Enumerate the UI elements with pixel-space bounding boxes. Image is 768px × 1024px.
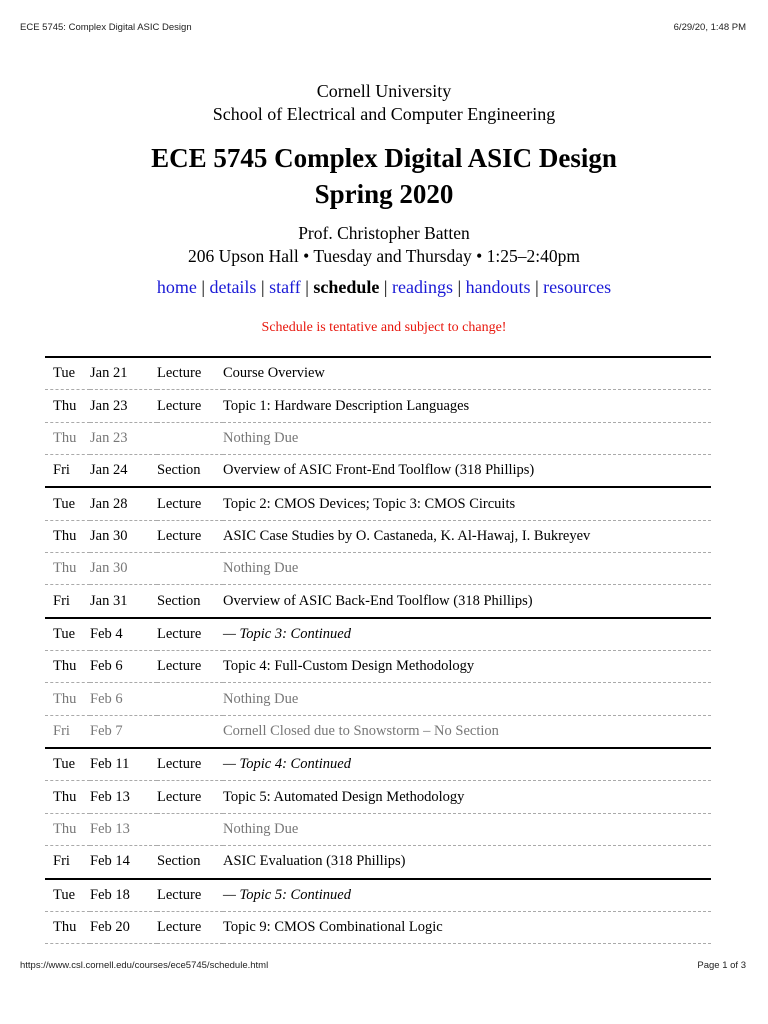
schedule-description: — Topic 5: Continued [223, 879, 711, 912]
schedule-date: Jan 30 [90, 520, 157, 552]
schedule-date: Feb 6 [90, 651, 157, 683]
schedule-type: Lecture [157, 390, 223, 422]
schedule-row [45, 715, 711, 748]
schedule-description: ASIC Evaluation (318 Phillips) [223, 846, 711, 879]
schedule-type: Lecture [157, 781, 223, 813]
schedule-date: Jan 23 [90, 390, 157, 422]
print-footer-url: https://www.csl.cornell.edu/courses/ece5745/schedule.html [20, 960, 269, 971]
schedule-row [45, 879, 711, 912]
schedule-date: Feb 4 [90, 618, 157, 651]
schedule-day: Tue [45, 879, 90, 912]
print-header-timestamp: 6/29/20, 1:48 PM [673, 22, 746, 33]
schedule-description: Nothing Due [223, 813, 711, 845]
schedule-date: Feb 6 [90, 683, 157, 715]
nav-readings-link[interactable]: readings [391, 277, 453, 297]
schedule-row [45, 683, 711, 715]
schedule-date: Feb 7 [90, 715, 157, 748]
schedule-row [45, 455, 711, 488]
schedule-date: Jan 30 [90, 553, 157, 585]
nav-separator: | [535, 277, 539, 297]
schedule-description: Nothing Due [223, 422, 711, 454]
schedule-day: Tue [45, 357, 90, 390]
schedule-row [45, 813, 711, 845]
print-header [20, 22, 746, 33]
nav-schedule-current: schedule [313, 277, 380, 297]
schedule-description: Topic 5: Automated Design Methodology [223, 781, 711, 813]
schedule-row [45, 781, 711, 813]
schedule-day: Thu [45, 813, 90, 845]
schedule-date: Jan 21 [90, 357, 157, 390]
nav-separator: | [457, 277, 462, 297]
schedule-day: Tue [45, 618, 90, 651]
schedule-description: Cornell Closed due to Snowstorm – No Section [223, 715, 711, 748]
schedule-description: — Topic 4: Continued [223, 748, 711, 781]
schedule-row [45, 846, 711, 879]
schedule-day: Thu [45, 390, 90, 422]
schedule-day: Fri [45, 715, 90, 748]
schedule-date: Jan 23 [90, 422, 157, 454]
schedule-type [157, 553, 223, 585]
schedule-row [45, 553, 711, 585]
schedule-description: Nothing Due [223, 683, 711, 715]
schedule-day: Fri [45, 585, 90, 618]
schedule-day: Thu [45, 781, 90, 813]
schedule-date: Feb 13 [90, 813, 157, 845]
schedule-description: — Topic 3: Continued [223, 618, 711, 651]
meeting-info: 206 Upson Hall • Tuesday and Thursday • 1:25–2:40pm [187, 246, 581, 266]
site-nav [0, 275, 768, 299]
schedule-day: Thu [45, 520, 90, 552]
print-footer-page: Page 1 of 3 [697, 960, 746, 971]
print-footer [20, 960, 746, 971]
schedule-day: Fri [45, 455, 90, 488]
schedule-description: Overview of ASIC Front-End Toolflow (318 Phillips) [223, 455, 711, 488]
schedule-type: Lecture [157, 487, 223, 520]
schedule-type: Section [157, 846, 223, 879]
schedule-date: Feb 14 [90, 846, 157, 879]
schedule-date: Feb 20 [90, 911, 157, 943]
schedule-description: Topic 9: CMOS Combinational Logic [223, 911, 711, 943]
schedule-type: Lecture [157, 618, 223, 651]
schedule-type [157, 715, 223, 748]
schedule-row [45, 911, 711, 943]
schedule-description: Topic 4: Full-Custom Design Methodology [223, 651, 711, 683]
school-name: School of Electrical and Computer Engineering [212, 104, 556, 124]
schedule-type: Lecture [157, 879, 223, 912]
schedule-row [45, 487, 711, 520]
nav-separator: | [305, 277, 309, 297]
schedule-row [45, 520, 711, 552]
schedule-description: Overview of ASIC Back-End Toolflow (318 Phillips) [223, 585, 711, 618]
professor-name: Prof. Christopher Batten [298, 223, 470, 243]
print-header-title: ECE 5745: Complex Digital ASIC Design [20, 22, 192, 33]
schedule-day: Thu [45, 911, 90, 943]
schedule-type: Lecture [157, 651, 223, 683]
schedule-date: Jan 28 [90, 487, 157, 520]
schedule-row [45, 422, 711, 454]
schedule-type [157, 422, 223, 454]
schedule-description: Nothing Due [223, 553, 711, 585]
nav-separator: | [383, 277, 388, 297]
schedule-day: Thu [45, 553, 90, 585]
schedule-date: Feb 11 [90, 748, 157, 781]
nav-home-link[interactable]: home [156, 277, 197, 297]
schedule-description: ASIC Case Studies by O. Castaneda, K. Al-Hawaj, I. Bukreyev [223, 520, 711, 552]
schedule-description: Topic 2: CMOS Devices; Topic 3: CMOS Circuits [223, 487, 711, 520]
schedule-row [45, 585, 711, 618]
schedule-day: Thu [45, 651, 90, 683]
course-term: Spring 2020 [314, 179, 454, 209]
schedule-row [45, 618, 711, 651]
schedule-notice: Schedule is tentative and subject to change! [261, 320, 507, 335]
university-name: Cornell University [316, 81, 452, 101]
schedule-row [45, 390, 711, 422]
schedule-row [45, 651, 711, 683]
nav-staff-link[interactable]: staff [269, 277, 301, 297]
course-banner [0, 80, 768, 299]
schedule-day: Thu [45, 683, 90, 715]
schedule-type: Lecture [157, 911, 223, 943]
schedule-date: Feb 18 [90, 879, 157, 912]
schedule-type: Lecture [157, 748, 223, 781]
schedule-type: Section [157, 585, 223, 618]
schedule-row [45, 748, 711, 781]
schedule-type [157, 813, 223, 845]
schedule-description: Topic 1: Hardware Description Languages [223, 390, 711, 422]
schedule-type: Lecture [157, 520, 223, 552]
nav-separator: | [260, 277, 265, 297]
schedule-date: Jan 24 [90, 455, 157, 488]
nav-details-link[interactable]: details [209, 277, 257, 297]
nav-separator: | [201, 277, 205, 297]
schedule-type: Lecture [157, 357, 223, 390]
schedule-type: Section [157, 455, 223, 488]
schedule-day: Fri [45, 846, 90, 879]
schedule-day: Tue [45, 748, 90, 781]
schedule-type [157, 683, 223, 715]
schedule-day: Tue [45, 487, 90, 520]
schedule-date: Feb 13 [90, 781, 157, 813]
nav-resources-link[interactable]: resources [543, 277, 612, 297]
schedule-date: Jan 31 [90, 585, 157, 618]
nav-handouts-link[interactable]: handouts [465, 277, 531, 297]
schedule-day: Thu [45, 422, 90, 454]
course-title: ECE 5745 Complex Digital ASIC Design [151, 143, 617, 173]
schedule-table [45, 356, 711, 944]
schedule-row [45, 357, 711, 390]
schedule-description: Course Overview [223, 357, 711, 390]
